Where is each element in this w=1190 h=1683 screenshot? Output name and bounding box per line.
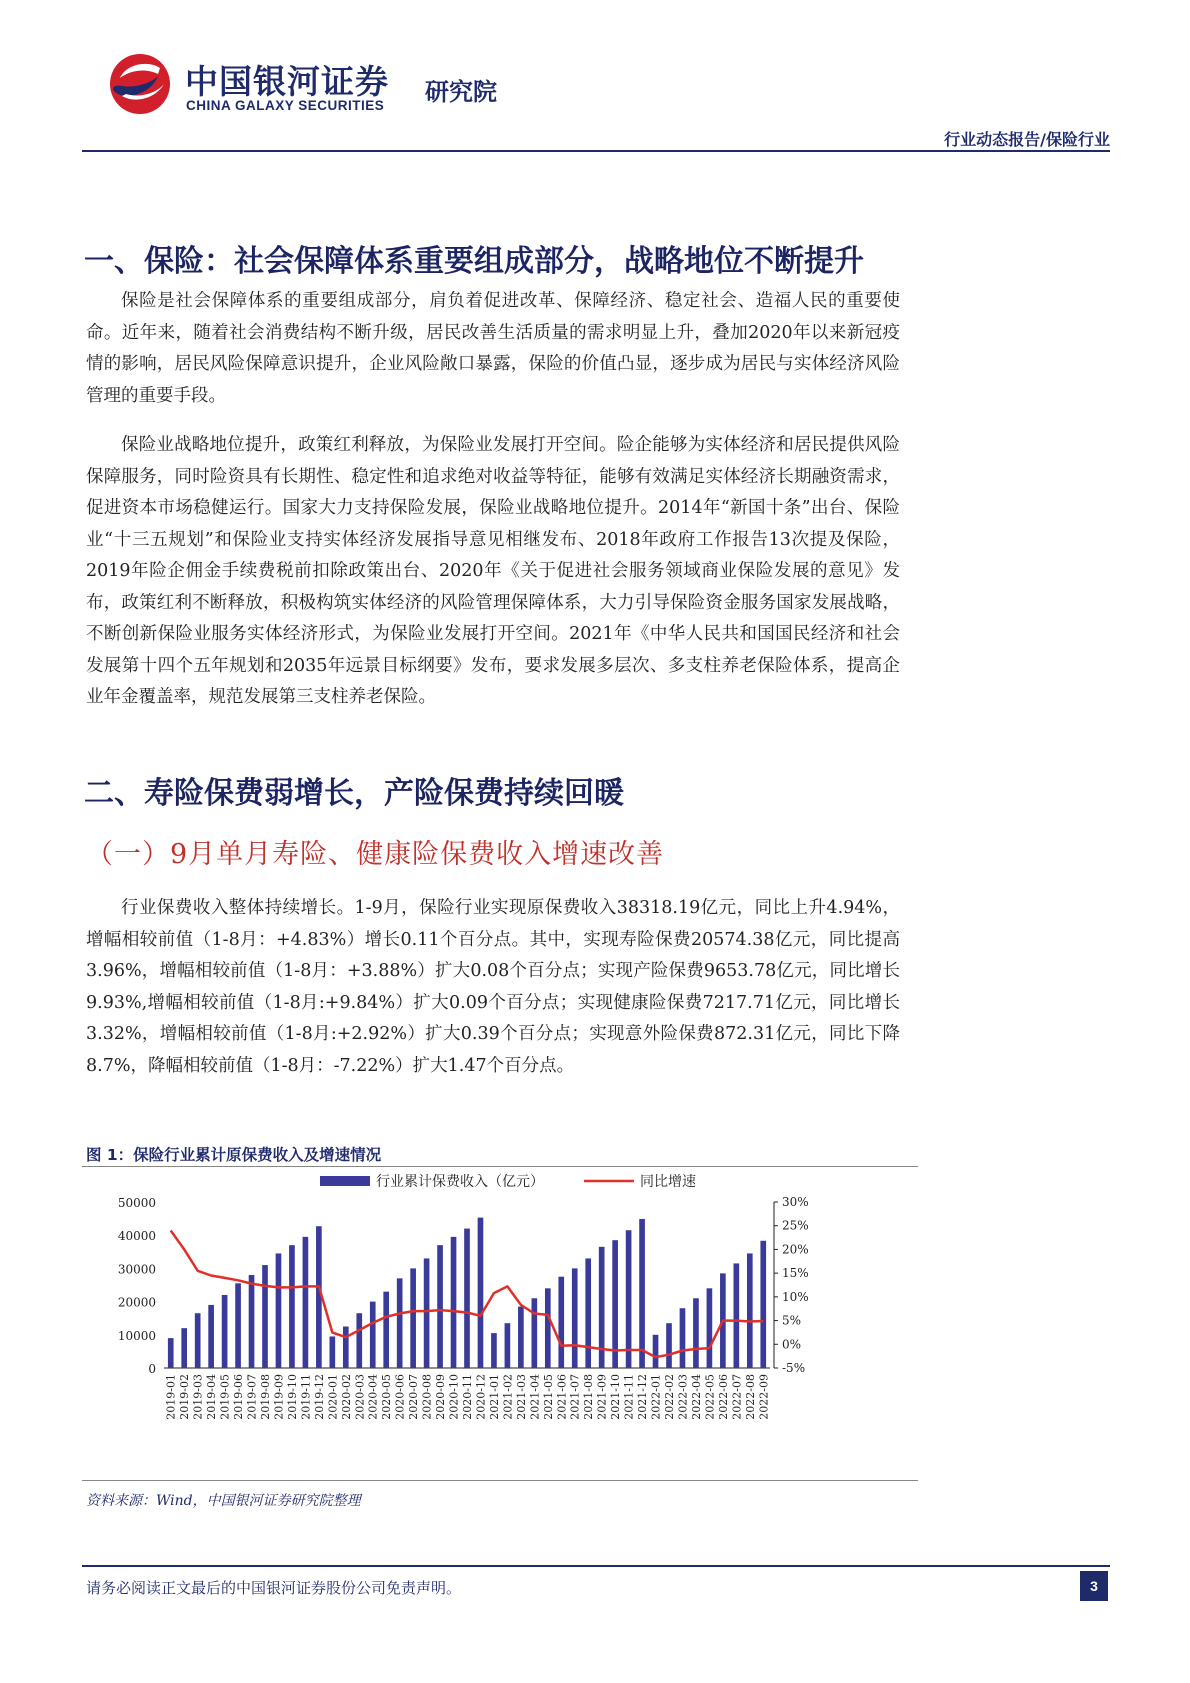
bar-2022-02 [666,1323,672,1368]
x-tick-label: 2021-02 [501,1374,515,1420]
legend-line-label: 同比增速 [640,1174,696,1190]
bar-2022-05 [707,1288,713,1368]
bar-2021-12 [639,1219,645,1368]
bar-2021-04 [532,1298,538,1368]
x-tick-label: 2020-02 [339,1374,353,1420]
x-tick-label: 2020-04 [366,1374,380,1420]
x-tick-label: 2019-05 [218,1374,232,1420]
bar-2021-11 [626,1230,632,1368]
chart-legend [320,1173,696,1190]
bar-2019-08 [262,1265,268,1368]
bar-2019-05 [222,1295,228,1368]
y-left-tick-label: 0 [148,1362,156,1376]
figure-top-rule [82,1166,918,1167]
bar-2019-02 [181,1328,187,1368]
bar-2021-06 [558,1277,564,1368]
y-left-tick-label: 50000 [117,1196,156,1210]
x-tick-label: 2021-10 [609,1374,623,1420]
bar-2020-03 [356,1313,362,1368]
y-right-tick-label: 15% [782,1266,809,1281]
report-type: 行业动态报告/保险行业 [944,130,1110,149]
x-tick-label: 2019-03 [191,1374,205,1420]
x-tick-label: 2022-06 [716,1374,730,1420]
section-1-title: 一、保险：社会保障体系重要组成部分，战略地位不断提升 [84,244,864,279]
x-tick-label: 2021-05 [541,1374,555,1420]
x-tick-label: 2019-09 [272,1374,286,1420]
section-1-paragraph-1: 保险是社会保障体系的重要组成部分，肩负着促进改革、保障经济、稳定社会、造福人民的重要使命。近年来，随着社会消费结构不断升级，居民改善生活质量的需求明显上升，叠加2020年以来新冠疫情的影响，居民风险保障意识提升，企业风险敞口暴露，保险的价值凸显，逐步成为居民与实体经济风险管理的重要手段。 [86,291,900,406]
y-right-tick-label: 30% [782,1195,809,1209]
bar-2022-09 [760,1241,766,1368]
bar-2020-08 [424,1258,430,1368]
bar-2022-08 [747,1253,753,1368]
bar-2021-08 [585,1258,591,1368]
y-left-tick-label: 10000 [117,1328,156,1343]
bar-2021-01 [491,1333,497,1368]
x-tick-label: 2021-12 [636,1374,650,1420]
bar-2019-09 [276,1253,282,1368]
x-tick-label: 2019-12 [312,1374,326,1420]
x-tick-label: 2022-01 [649,1374,663,1420]
x-tick-label: 2021-06 [555,1374,569,1420]
bar-2020-01 [330,1336,336,1368]
x-tick-label: 2022-07 [730,1374,744,1420]
bar-2020-11 [464,1229,470,1368]
brand-name-cn: 中国银河证券 [185,62,389,101]
x-tick-label: 2021-08 [582,1374,596,1420]
section-2-title: 二、寿险保费弱增长，产险保费持续回暖 [84,776,624,811]
bar-2022-04 [693,1298,699,1368]
brand-name-en: CHINA GALAXY SECURITIES [186,98,385,113]
bar-2020-09 [437,1245,443,1368]
x-tick-label: 2022-02 [663,1374,676,1420]
bar-2019-04 [208,1305,214,1368]
y-left-tick-label: 40000 [117,1229,156,1244]
y-right-tick-label: -5% [782,1361,806,1375]
y-right-tick-label: 0% [782,1337,802,1352]
x-tick-label: 2021-03 [514,1374,528,1420]
figure-source: 资料来源：Wind，中国银河证券研究院整理 [86,1493,361,1509]
x-tick-label: 2021-07 [568,1374,582,1420]
x-tick-label: 2019-02 [178,1374,192,1420]
x-tick-label: 2022-04 [689,1374,703,1420]
bar-2019-11 [303,1237,309,1368]
bar-2021-05 [545,1288,551,1368]
bar-2020-05 [383,1292,389,1368]
bar-2022-07 [734,1263,740,1368]
x-tick-label: 2020-01 [326,1374,340,1420]
institute-label: 研究院 [425,78,497,106]
bar-2019-07 [249,1275,255,1368]
y-right-tick-label: 20% [782,1242,809,1257]
footer-disclaimer: 请务必阅读正文最后的中国银河证券股份公司免责声明。 [86,1579,462,1597]
bar-2020-10 [451,1237,457,1368]
x-tick-label: 2020-08 [420,1374,434,1420]
section-2-paragraph-1: 行业保费收入整体持续增长。1-9月，保险行业实现原保费收入38318.19亿元，同比上升4.94%，增幅相较前值（1-8月：+4.83%）增长0.11个百分点。其中，实现寿险保费20574.38亿元，同比提高3.96%，增幅相较前值（1-8月：+3.88%）扩大0.08个百分点；实现产险保费9653.78亿元，同比增长9.93%,增幅相较前值（1-8月:+9.84%）扩大0.09个百分点；实现健康险保费7217.71亿元，同比增长3.32%，增幅相较前值（1-8月:+2.92%）扩大0.39个百分点；实现意外险保费872.31亿元，同比下降8.7%，降幅相较前值（1-8月：-7.22%）扩大1.47个百分点。 [86,898,900,1076]
legend-bar-label: 行业累计保费收入（亿元） [376,1174,544,1190]
legend-bar-swatch [320,1176,370,1186]
x-tick-label: 2021-04 [528,1374,542,1420]
footer-divider [82,1565,1110,1567]
bar-2019-06 [235,1283,241,1368]
y-left-tick-label: 20000 [117,1295,156,1310]
y-left-tick-label: 30000 [117,1262,156,1277]
x-tick-label: 2020-07 [407,1374,421,1420]
bar-2019-10 [289,1245,295,1368]
x-tick-label: 2022-08 [743,1374,757,1420]
bar-2020-07 [410,1268,416,1368]
x-tick-label: 2020-11 [461,1374,474,1420]
header-divider [82,150,1110,152]
page-number: 3 [1080,1571,1108,1601]
bar-2019-01 [168,1338,174,1368]
bar-2021-02 [505,1323,511,1368]
x-tick-label: 2020-05 [380,1374,394,1420]
x-tick-label: 2020-10 [447,1374,461,1420]
figure-title: 图 1：保险行业累计原保费收入及增速情况 [86,1146,382,1164]
figure-bottom-rule [82,1480,918,1481]
section-2-subtitle-1: （一）9月单月寿险、健康险保费收入增速改善 [86,839,665,870]
y-right-tick-label: 5% [782,1313,802,1328]
premium-chart [82,1170,918,1478]
bar-2019-03 [195,1313,201,1368]
x-tick-label: 2019-11 [299,1374,313,1420]
bar-2020-12 [478,1218,484,1368]
bar-2020-02 [343,1327,349,1369]
y-right-tick-label: 10% [782,1289,809,1304]
x-tick-label: 2022-03 [676,1374,690,1420]
y-right-tick-label: 25% [782,1218,809,1233]
x-tick-label: 2022-09 [757,1374,771,1420]
x-tick-label: 2019-10 [285,1374,299,1420]
x-tick-label: 2020-06 [393,1374,407,1420]
x-tick-label: 2021-01 [487,1374,501,1420]
bar-2020-04 [370,1302,376,1368]
section-1-paragraph-2: 保险业战略地位提升，政策红利释放，为保险业发展打开空间。险企能够为实体经济和居民提供风险保障服务，同时险资具有长期性、稳定性和追求绝对收益等特征，能够有效满足实体经济长期融资需求，促进资本市场稳健运行。国家大力支持保险发展，保险业战略地位提升。2014年“新国十条”出台、保险业“十三五规划”和保险业支持实体经济发展指导意见相继发布、2018年政府工作报告13次提及保险，2019年险企佣金手续费税前扣除政策出台、2020年《关于促进社会服务领域商业保险发展的意见》发布，政策红利不断释放，积极构筑实体经济的风险管理保障体系，大力引导保险资金服务国家发展战略，不断创新保险业服务实体经济形式，为保险业发展打开空间。2021年《中华人民共和国国民经济和社会发展第十四个五年规划和2035年远景目标纲要》发布，要求发展多层次、多支柱养老保险体系，提高企业年金覆盖率，规范发展第三支柱养老保险。 [86,435,900,707]
bar-2021-07 [572,1268,578,1368]
china-galaxy-logo [104,48,176,118]
x-tick-label: 2020-12 [474,1374,488,1420]
x-tick-label: 2019-06 [232,1374,246,1420]
x-tick-label: 2022-05 [703,1374,717,1420]
bar-2021-03 [518,1307,524,1368]
bar-2021-10 [612,1240,618,1368]
x-tick-label: 2019-08 [259,1374,272,1420]
bar-2022-03 [680,1308,686,1368]
bar-2020-06 [397,1278,403,1368]
x-tick-label: 2019-07 [245,1374,259,1420]
x-tick-label: 2020-09 [434,1374,448,1420]
x-tick-label: 2020-03 [353,1374,367,1420]
x-tick-label: 2021-11 [622,1374,636,1420]
bar-2022-01 [653,1335,659,1368]
x-tick-label: 2021-09 [595,1374,609,1420]
x-tick-label: 2019-01 [164,1374,178,1420]
x-tick-label: 2019-04 [205,1374,219,1420]
